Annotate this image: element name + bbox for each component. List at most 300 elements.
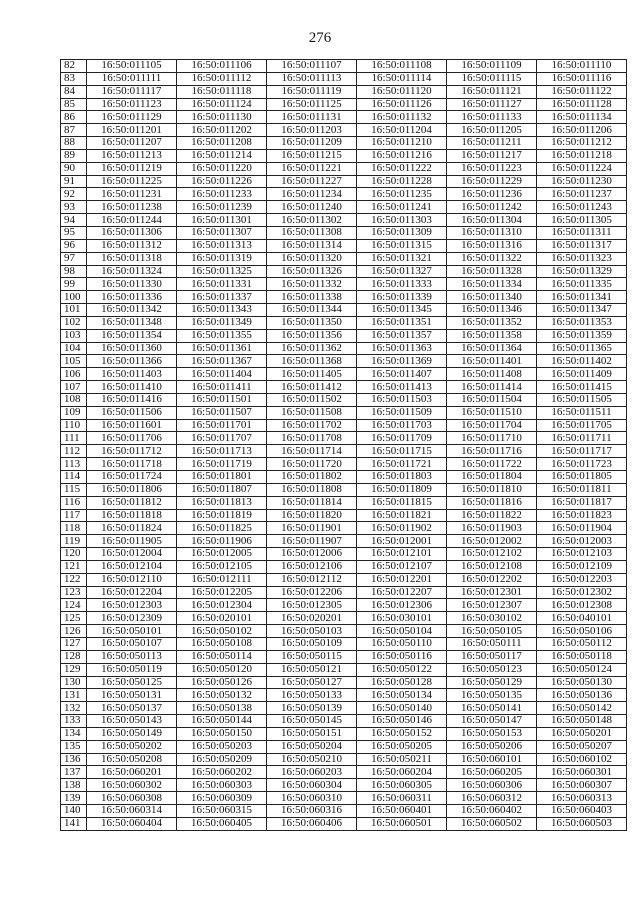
table-row — [61, 471, 627, 484]
row-number: 100 — [61, 291, 87, 304]
cadastral-number-cell: 16:50:011236 — [447, 188, 537, 201]
row-number: 85 — [61, 98, 87, 111]
cadastral-number-cell: 16:50:050106 — [537, 625, 627, 638]
cadastral-number-cell: 16:50:011810 — [447, 483, 537, 496]
cadastral-number-cell: 16:50:011818 — [87, 509, 177, 522]
cadastral-number-cell: 16:50:011507 — [177, 406, 267, 419]
cadastral-number-cell: 16:50:060302 — [87, 779, 177, 792]
cadastral-number-cell: 16:50:011350 — [267, 316, 357, 329]
cadastral-number-cell: 16:50:011311 — [537, 226, 627, 239]
cadastral-number-cell: 16:50:050104 — [357, 625, 447, 638]
row-number: 92 — [61, 188, 87, 201]
row-number: 137 — [61, 766, 87, 779]
cadastral-number-cell: 16:50:050123 — [447, 663, 537, 676]
table-row — [61, 586, 627, 599]
cadastral-number-cell: 16:50:011363 — [357, 342, 447, 355]
cadastral-number-cell: 16:50:011222 — [357, 162, 447, 175]
row-number: 134 — [61, 727, 87, 740]
cadastral-number-cell: 16:50:060301 — [537, 766, 627, 779]
cadastral-number-cell: 16:50:050127 — [267, 676, 357, 689]
cadastral-number-cell: 16:50:012307 — [447, 599, 537, 612]
cadastral-number-cell: 16:50:011716 — [447, 445, 537, 458]
table-row — [61, 111, 627, 124]
cadastral-number-cell: 16:50:011365 — [537, 342, 627, 355]
cadastral-number-cell: 16:50:011701 — [177, 419, 267, 432]
table-row — [61, 188, 627, 201]
row-number: 114 — [61, 471, 87, 484]
cadastral-number-cell: 16:50:011107 — [267, 60, 357, 73]
cadastral-number-cell: 16:50:011131 — [267, 111, 357, 124]
cadastral-number-cell: 16:50:011302 — [267, 214, 357, 227]
cadastral-number-cell: 16:50:011115 — [447, 72, 537, 85]
cadastral-number-cell: 16:50:060203 — [267, 766, 357, 779]
cadastral-number-cell: 16:50:012207 — [357, 586, 447, 599]
cadastral-number-cell: 16:50:011307 — [177, 226, 267, 239]
cadastral-number-cell: 16:50:050152 — [357, 727, 447, 740]
cadastral-number-cell: 16:50:011905 — [87, 535, 177, 548]
row-number: 84 — [61, 85, 87, 98]
cadastral-number-cell: 16:50:011332 — [267, 278, 357, 291]
cadastral-number-cell: 16:50:011310 — [447, 226, 537, 239]
cadastral-number-cell: 16:50:050116 — [357, 650, 447, 663]
table-row — [61, 625, 627, 638]
row-number: 101 — [61, 304, 87, 317]
cadastral-number-cell: 16:50:050204 — [267, 740, 357, 753]
cadastral-number-cell: 16:50:060303 — [177, 779, 267, 792]
cadastral-number-cell: 16:50:011322 — [447, 252, 537, 265]
row-number: 103 — [61, 329, 87, 342]
table-body — [61, 60, 627, 831]
cadastral-number-cell: 16:50:011724 — [87, 471, 177, 484]
row-number: 94 — [61, 214, 87, 227]
cadastral-number-cell: 16:50:011811 — [537, 483, 627, 496]
cadastral-number-cell: 16:50:011407 — [357, 368, 447, 381]
cadastral-number-cell: 16:50:011318 — [87, 252, 177, 265]
table-row — [61, 201, 627, 214]
cadastral-number-cell: 16:50:050145 — [267, 715, 357, 728]
row-number: 130 — [61, 676, 87, 689]
cadastral-number-cell: 16:50:011215 — [267, 149, 357, 162]
cadastral-number-cell: 16:50:011901 — [267, 522, 357, 535]
cadastral-number-cell: 16:50:060307 — [537, 779, 627, 792]
table-row — [61, 85, 627, 98]
cadastral-number-cell: 16:50:011364 — [447, 342, 537, 355]
cadastral-number-cell: 16:50:050142 — [537, 702, 627, 715]
cadastral-number-cell: 16:50:011334 — [447, 278, 537, 291]
cadastral-number-cell: 16:50:011816 — [447, 496, 537, 509]
cadastral-number-cell: 16:50:050135 — [447, 689, 537, 702]
cadastral-number-cell: 16:50:011805 — [537, 471, 627, 484]
cadastral-number-cell: 16:50:011133 — [447, 111, 537, 124]
cadastral-number-cell: 16:50:011501 — [177, 393, 267, 406]
cadastral-number-cell: 16:50:050117 — [447, 650, 537, 663]
cadastral-number-cell: 16:50:050108 — [177, 637, 267, 650]
row-number: 109 — [61, 406, 87, 419]
table-row — [61, 676, 627, 689]
cadastral-number-cell: 16:50:011349 — [177, 316, 267, 329]
cadastral-number-cell: 16:50:011117 — [87, 85, 177, 98]
cadastral-number-cell: 16:50:050126 — [177, 676, 267, 689]
cadastral-number-cell: 16:50:012002 — [447, 535, 537, 548]
cadastral-number-cell: 16:50:011409 — [537, 368, 627, 381]
cadastral-number-cell: 16:50:011303 — [357, 214, 447, 227]
cadastral-number-cell: 16:50:011343 — [177, 304, 267, 317]
cadastral-number-cell: 16:50:011367 — [177, 355, 267, 368]
table-row — [61, 535, 627, 548]
cadastral-number-cell: 16:50:011812 — [87, 496, 177, 509]
cadastral-number-cell: 16:50:011319 — [177, 252, 267, 265]
cadastral-number-cell: 16:50:011308 — [267, 226, 357, 239]
row-number: 91 — [61, 175, 87, 188]
row-number: 108 — [61, 393, 87, 406]
cadastral-number-cell: 16:50:050115 — [267, 650, 357, 663]
cadastral-number-cell: 16:50:011717 — [537, 445, 627, 458]
cadastral-number-cell: 16:50:011709 — [357, 432, 447, 445]
cadastral-number-cell: 16:50:060311 — [357, 792, 447, 805]
cadastral-number-cell: 16:50:011813 — [177, 496, 267, 509]
cadastral-number-cell: 16:50:011237 — [537, 188, 627, 201]
row-number: 89 — [61, 149, 87, 162]
cadastral-number-cell: 16:50:011402 — [537, 355, 627, 368]
cadastral-number-cell: 16:50:011124 — [177, 98, 267, 111]
cadastral-number-cell: 16:50:011112 — [177, 72, 267, 85]
cadastral-number-cell: 16:50:011209 — [267, 137, 357, 150]
row-number: 138 — [61, 779, 87, 792]
cadastral-number-cell: 16:50:011221 — [267, 162, 357, 175]
cadastral-number-cell: 16:50:011801 — [177, 471, 267, 484]
cadastral-number-cell: 16:50:060309 — [177, 792, 267, 805]
row-number: 111 — [61, 432, 87, 445]
cadastral-number-cell: 16:50:011411 — [177, 381, 267, 394]
row-number: 119 — [61, 535, 87, 548]
cadastral-number-cell: 16:50:011326 — [267, 265, 357, 278]
table-row — [61, 214, 627, 227]
cadastral-number-cell: 16:50:060503 — [537, 817, 627, 830]
cadastral-number-cell: 16:50:030102 — [447, 612, 537, 625]
row-number: 118 — [61, 522, 87, 535]
cadastral-number-cell: 16:50:011722 — [447, 458, 537, 471]
cadastral-number-cell: 16:50:050141 — [447, 702, 537, 715]
cadastral-number-cell: 16:50:011233 — [177, 188, 267, 201]
cadastral-number-cell: 16:50:011113 — [267, 72, 357, 85]
table-row — [61, 432, 627, 445]
table-row — [61, 265, 627, 278]
table-row — [61, 239, 627, 252]
cadastral-number-cell: 16:50:050107 — [87, 637, 177, 650]
cadastral-number-cell: 16:50:060502 — [447, 817, 537, 830]
cadastral-number-cell: 16:50:060405 — [177, 817, 267, 830]
table-row — [61, 483, 627, 496]
cadastral-number-cell: 16:50:011820 — [267, 509, 357, 522]
cadastral-number-cell: 16:50:050147 — [447, 715, 537, 728]
cadastral-number-cell: 16:50:011703 — [357, 419, 447, 432]
table-row — [61, 137, 627, 150]
cadastral-number-cell: 16:50:050202 — [87, 740, 177, 753]
row-number: 113 — [61, 458, 87, 471]
table-row — [61, 560, 627, 573]
row-number: 125 — [61, 612, 87, 625]
cadastral-number-cell: 16:50:011320 — [267, 252, 357, 265]
cadastral-number-cell: 16:50:050131 — [87, 689, 177, 702]
cadastral-number-cell: 16:50:060202 — [177, 766, 267, 779]
cadastral-number-cell: 16:50:012309 — [87, 612, 177, 625]
table-row — [61, 637, 627, 650]
row-number: 135 — [61, 740, 87, 753]
cadastral-number-cell: 16:50:050208 — [87, 753, 177, 766]
cadastral-number-cell: 16:50:011110 — [537, 60, 627, 73]
cadastral-number-cell: 16:50:050129 — [447, 676, 537, 689]
cadastral-number-cell: 16:50:012306 — [357, 599, 447, 612]
cadastral-number-cell: 16:50:011713 — [177, 445, 267, 458]
cadastral-number-cell: 16:50:011354 — [87, 329, 177, 342]
cadastral-number-cell: 16:50:011704 — [447, 419, 537, 432]
cadastral-number-cell: 16:50:011706 — [87, 432, 177, 445]
row-number: 102 — [61, 316, 87, 329]
cadastral-number-cell: 16:50:011405 — [267, 368, 357, 381]
row-number: 127 — [61, 637, 87, 650]
cadastral-number-cell: 16:50:012106 — [267, 560, 357, 573]
cadastral-number-cell: 16:50:011228 — [357, 175, 447, 188]
cadastral-number-cell: 16:50:020201 — [267, 612, 357, 625]
cadastral-number-cell: 16:50:011817 — [537, 496, 627, 509]
cadastral-number-cell: 16:50:011362 — [267, 342, 357, 355]
cadastral-number-cell: 16:50:012302 — [537, 586, 627, 599]
cadastral-number-cell: 16:50:060310 — [267, 792, 357, 805]
cadastral-number-cell: 16:50:050143 — [87, 715, 177, 728]
cadastral-number-cell: 16:50:011331 — [177, 278, 267, 291]
cadastral-number-cell: 16:50:011601 — [87, 419, 177, 432]
row-number: 116 — [61, 496, 87, 509]
cadastral-number-cell: 16:50:050111 — [447, 637, 537, 650]
table-row — [61, 509, 627, 522]
table-row — [61, 278, 627, 291]
table-row — [61, 98, 627, 111]
cadastral-number-cell: 16:50:050124 — [537, 663, 627, 676]
row-number: 98 — [61, 265, 87, 278]
cadastral-number-cell: 16:50:011345 — [357, 304, 447, 317]
cadastral-number-cell: 16:50:011806 — [87, 483, 177, 496]
cadastral-number-cell: 16:50:011132 — [357, 111, 447, 124]
table-row — [61, 419, 627, 432]
cadastral-number-cell: 16:50:011330 — [87, 278, 177, 291]
cadastral-number-cell: 16:50:011715 — [357, 445, 447, 458]
cadastral-number-cell: 16:50:011807 — [177, 483, 267, 496]
cadastral-number-cell: 16:50:012308 — [537, 599, 627, 612]
page-number: 276 — [308, 30, 332, 46]
cadastral-number-cell: 16:50:050211 — [357, 753, 447, 766]
cadastral-number-cell: 16:50:011127 — [447, 98, 537, 111]
cadastral-number-cell: 16:50:011328 — [447, 265, 537, 278]
cadastral-number-cell: 16:50:011412 — [267, 381, 357, 394]
cadastral-number-cell: 16:50:011118 — [177, 85, 267, 98]
cadastral-number-cell: 16:50:060205 — [447, 766, 537, 779]
cadastral-number-cell: 16:50:012111 — [177, 573, 267, 586]
cadastral-number-cell: 16:50:011815 — [357, 496, 447, 509]
cadastral-number-cell: 16:50:011357 — [357, 329, 447, 342]
cadastral-number-cell: 16:50:011203 — [267, 124, 357, 137]
cadastral-number-cell: 16:50:011804 — [447, 471, 537, 484]
cadastral-number-cell: 16:50:011202 — [177, 124, 267, 137]
cadastral-number-cell: 16:50:012102 — [447, 548, 537, 561]
cadastral-number-cell: 16:50:050140 — [357, 702, 447, 715]
cadastral-number-cell: 16:50:011128 — [537, 98, 627, 111]
row-number: 128 — [61, 650, 87, 663]
cadastral-number-cell: 16:50:060401 — [357, 804, 447, 817]
cadastral-number-cell: 16:50:060204 — [357, 766, 447, 779]
cadastral-number-cell: 16:50:011822 — [447, 509, 537, 522]
cadastral-number-cell: 16:50:011225 — [87, 175, 177, 188]
cadastral-number-cell: 16:50:011505 — [537, 393, 627, 406]
cadastral-number-cell: 16:50:011224 — [537, 162, 627, 175]
cadastral-number-cell: 16:50:012110 — [87, 573, 177, 586]
cadastral-number-cell: 16:50:060201 — [87, 766, 177, 779]
cadastral-number-cell: 16:50:011208 — [177, 137, 267, 150]
cadastral-number-cell: 16:50:011511 — [537, 406, 627, 419]
cadastral-number-cell: 16:50:011907 — [267, 535, 357, 548]
cadastral-number-cell: 16:50:011510 — [447, 406, 537, 419]
row-number: 140 — [61, 804, 87, 817]
cadastral-number-cell: 16:50:060314 — [87, 804, 177, 817]
cadastral-number-cell: 16:50:011723 — [537, 458, 627, 471]
cadastral-number-cell: 16:50:011327 — [357, 265, 447, 278]
cadastral-number-cell: 16:50:011342 — [87, 304, 177, 317]
table-row — [61, 522, 627, 535]
table-row — [61, 445, 627, 458]
cadastral-number-cell: 16:50:050110 — [357, 637, 447, 650]
cadastral-number-cell: 16:50:050203 — [177, 740, 267, 753]
cadastral-number-cell: 16:50:011340 — [447, 291, 537, 304]
cadastral-number-cell: 16:50:011239 — [177, 201, 267, 214]
cadastral-number-cell: 16:50:011814 — [267, 496, 357, 509]
cadastral-number-cell: 16:50:050113 — [87, 650, 177, 663]
cadastral-number-cell: 16:50:011229 — [447, 175, 537, 188]
table-row — [61, 342, 627, 355]
cadastral-number-cell: 16:50:050102 — [177, 625, 267, 638]
cadastral-number-cell: 16:50:050149 — [87, 727, 177, 740]
cadastral-number-cell: 16:50:050122 — [357, 663, 447, 676]
row-number: 141 — [61, 817, 87, 830]
cadastral-number-cell: 16:50:011403 — [87, 368, 177, 381]
cadastral-number-cell: 16:50:011708 — [267, 432, 357, 445]
cadastral-number-cell: 16:50:011408 — [447, 368, 537, 381]
cadastral-number-cell: 16:50:050136 — [537, 689, 627, 702]
cadastral-number-cell: 16:50:011347 — [537, 304, 627, 317]
row-number: 133 — [61, 715, 87, 728]
cadastral-number-cell: 16:50:012205 — [177, 586, 267, 599]
cadastral-number-cell: 16:50:011721 — [357, 458, 447, 471]
row-number: 106 — [61, 368, 87, 381]
table-row — [61, 162, 627, 175]
cadastral-number-cell: 16:50:060313 — [537, 792, 627, 805]
cadastral-number-cell: 16:50:011359 — [537, 329, 627, 342]
cadastral-number-cell: 16:50:011353 — [537, 316, 627, 329]
cadastral-number-cell: 16:50:011323 — [537, 252, 627, 265]
table-row — [61, 650, 627, 663]
table-row — [61, 663, 627, 676]
cadastral-number-cell: 16:50:011413 — [357, 381, 447, 394]
cadastral-number-cell: 16:50:012202 — [447, 573, 537, 586]
table-row — [61, 715, 627, 728]
cadastral-number-cell: 16:50:050134 — [357, 689, 447, 702]
cadastral-number-cell: 16:50:011126 — [357, 98, 447, 111]
cadastral-number-cell: 16:50:050120 — [177, 663, 267, 676]
cadastral-number-cell: 16:50:011129 — [87, 111, 177, 124]
row-number: 104 — [61, 342, 87, 355]
row-number: 129 — [61, 663, 87, 676]
cadastral-table — [60, 59, 627, 831]
cadastral-number-cell: 16:50:011121 — [447, 85, 537, 98]
cadastral-number-cell: 16:50:011216 — [357, 149, 447, 162]
cadastral-number-cell: 16:50:012101 — [357, 548, 447, 561]
row-number: 120 — [61, 548, 87, 561]
cadastral-number-cell: 16:50:060304 — [267, 779, 357, 792]
row-number: 99 — [61, 278, 87, 291]
cadastral-number-cell: 16:50:012303 — [87, 599, 177, 612]
cadastral-number-cell: 16:50:050205 — [357, 740, 447, 753]
cadastral-number-cell: 16:50:060501 — [357, 817, 447, 830]
cadastral-number-cell: 16:50:011243 — [537, 201, 627, 214]
cadastral-number-cell: 16:50:012305 — [267, 599, 357, 612]
row-number: 86 — [61, 111, 87, 124]
cadastral-number-cell: 16:50:011106 — [177, 60, 267, 73]
table-row — [61, 406, 627, 419]
cadastral-number-cell: 16:50:011823 — [537, 509, 627, 522]
cadastral-number-cell: 16:50:050133 — [267, 689, 357, 702]
table-row — [61, 226, 627, 239]
table-row — [61, 689, 627, 702]
cadastral-number-cell: 16:50:060308 — [87, 792, 177, 805]
cadastral-number-cell: 16:50:012304 — [177, 599, 267, 612]
cadastral-number-cell: 16:50:011356 — [267, 329, 357, 342]
cadastral-number-cell: 16:50:011241 — [357, 201, 447, 214]
cadastral-number-cell: 16:50:011808 — [267, 483, 357, 496]
cadastral-number-cell: 16:50:012204 — [87, 586, 177, 599]
cadastral-number-cell: 16:50:011226 — [177, 175, 267, 188]
cadastral-number-cell: 16:50:011234 — [267, 188, 357, 201]
table-row — [61, 252, 627, 265]
table-row — [61, 381, 627, 394]
table-row — [61, 304, 627, 317]
cadastral-number-cell: 16:50:050146 — [357, 715, 447, 728]
cadastral-number-cell: 16:50:050151 — [267, 727, 357, 740]
cadastral-number-cell: 16:50:011125 — [267, 98, 357, 111]
cadastral-number-cell: 16:50:012201 — [357, 573, 447, 586]
cadastral-number-cell: 16:50:012301 — [447, 586, 537, 599]
row-number: 105 — [61, 355, 87, 368]
cadastral-number-cell: 16:50:011105 — [87, 60, 177, 73]
cadastral-number-cell: 16:50:011410 — [87, 381, 177, 394]
cadastral-number-cell: 16:50:011122 — [537, 85, 627, 98]
cadastral-number-cell: 16:50:011207 — [87, 137, 177, 150]
cadastral-number-cell: 16:50:011819 — [177, 509, 267, 522]
row-number: 97 — [61, 252, 87, 265]
cadastral-number-cell: 16:50:011120 — [357, 85, 447, 98]
table-row — [61, 804, 627, 817]
cadastral-number-cell: 16:50:011348 — [87, 316, 177, 329]
cadastral-number-cell: 16:50:011301 — [177, 214, 267, 227]
table-row — [61, 740, 627, 753]
cadastral-number-cell: 16:50:011802 — [267, 471, 357, 484]
cadastral-number-cell: 16:50:012112 — [267, 573, 357, 586]
cadastral-number-cell: 16:50:011240 — [267, 201, 357, 214]
table-row — [61, 496, 627, 509]
table-row — [61, 291, 627, 304]
cadastral-number-cell: 16:50:011502 — [267, 393, 357, 406]
cadastral-number-cell: 16:50:050109 — [267, 637, 357, 650]
cadastral-number-cell: 16:50:011235 — [357, 188, 447, 201]
table-row — [61, 355, 627, 368]
cadastral-number-cell: 16:50:011114 — [357, 72, 447, 85]
